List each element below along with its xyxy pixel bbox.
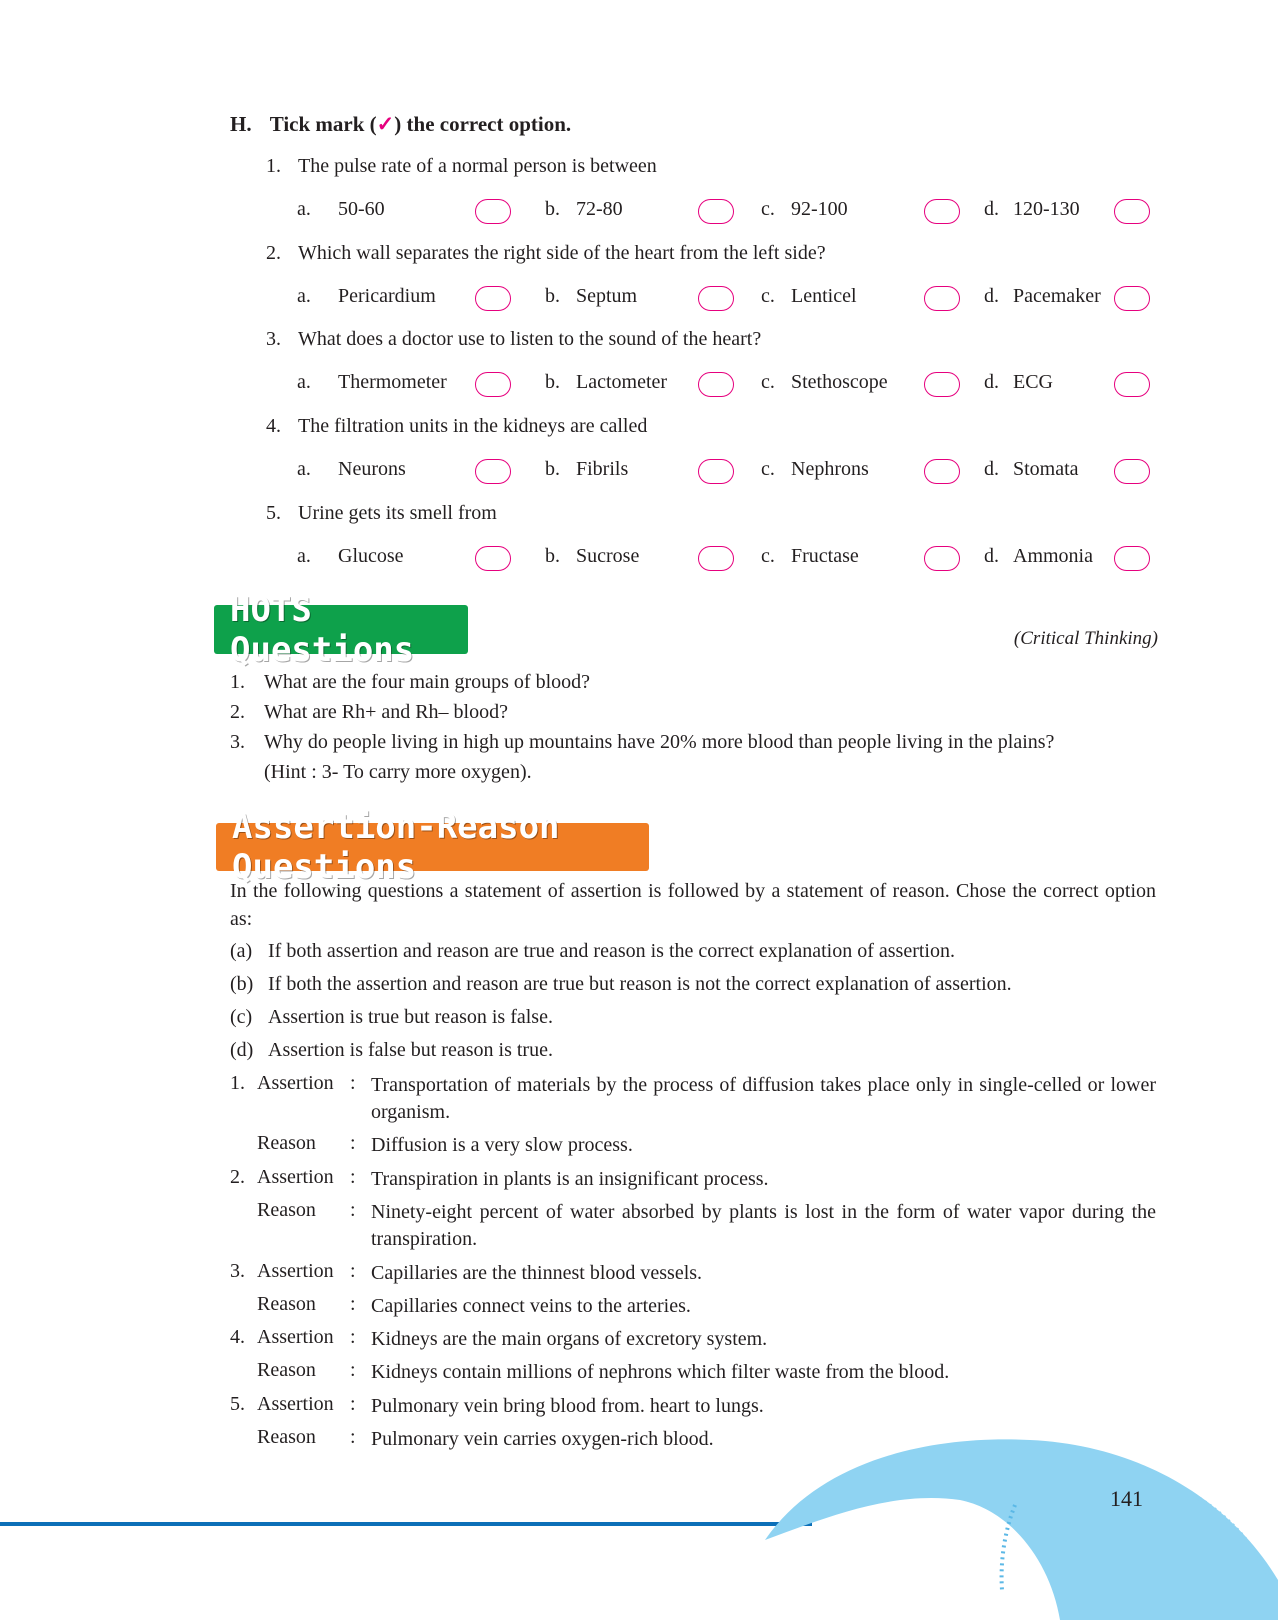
answer-checkbox[interactable] <box>698 546 734 571</box>
assertion-text: Kidneys are the main organs of excretory system. <box>371 1328 768 1350</box>
reason-text: Capillaries connect veins to the arteries. <box>371 1295 691 1317</box>
ar-item-number: 1. <box>230 1072 245 1094</box>
ar-option-label: (d) <box>230 1039 254 1061</box>
reason-label: Reason <box>257 1359 316 1381</box>
option-text: Pacemaker <box>1013 285 1101 307</box>
colon: : <box>350 1166 356 1188</box>
assertion-reason-title: Assertion-Reason Questions <box>232 807 560 887</box>
option-letter: b. <box>545 198 560 220</box>
page-number: 141 <box>1110 1486 1143 1511</box>
option-text: 120-130 <box>1013 198 1080 220</box>
answer-checkbox[interactable] <box>698 199 734 224</box>
option-text: Neurons <box>338 458 406 480</box>
option-text: Pericardium <box>338 285 436 307</box>
ar-option-label: (a) <box>230 940 253 962</box>
colon: : <box>350 1199 356 1221</box>
answer-checkbox[interactable] <box>924 372 960 397</box>
option-letter: b. <box>545 285 560 307</box>
option-letter: d. <box>984 458 999 480</box>
assertion-label: Assertion <box>257 1166 334 1188</box>
option-text: ECG <box>1013 371 1053 393</box>
question-number: 4. <box>266 415 281 437</box>
wave-shape <box>765 1439 1278 1620</box>
question-text: The pulse rate of a normal person is between <box>298 155 657 177</box>
option-letter: c. <box>761 198 775 220</box>
option-letter: b. <box>545 458 560 480</box>
ar-option-text: If both the assertion and reason are true but reason is not the correct explanation of assertion. <box>268 973 1012 995</box>
option-text: Sucrose <box>576 545 640 567</box>
option-text: 72-80 <box>576 198 623 220</box>
option-letter: d. <box>984 371 999 393</box>
section-h-title-prefix: Tick mark ( <box>269 112 377 136</box>
hots-item-number: 3. <box>230 731 245 753</box>
hots-item-text: What are the four main groups of blood? <box>264 671 591 693</box>
answer-checkbox[interactable] <box>1114 286 1150 311</box>
question-number: 2. <box>266 242 281 264</box>
colon: : <box>350 1072 356 1094</box>
option-text: Stethoscope <box>791 371 888 393</box>
hots-item-text: What are Rh+ and Rh– blood? <box>264 701 508 723</box>
option-text: Stomata <box>1013 458 1079 480</box>
colon: : <box>350 1393 356 1415</box>
option-text: Fibrils <box>576 458 629 480</box>
option-text: Lactometer <box>576 371 668 393</box>
ar-option-label: (b) <box>230 973 254 995</box>
answer-checkbox[interactable] <box>1114 199 1150 224</box>
answer-checkbox[interactable] <box>1114 546 1150 571</box>
answer-checkbox[interactable] <box>924 286 960 311</box>
reason-text: Diffusion is a very slow process. <box>371 1134 633 1156</box>
option-letter: b. <box>545 371 560 393</box>
answer-checkbox[interactable] <box>1114 372 1150 397</box>
answer-checkbox[interactable] <box>924 199 960 224</box>
option-text: Thermometer <box>338 371 447 393</box>
reason-label: Reason <box>257 1132 316 1154</box>
option-letter: a. <box>297 371 311 393</box>
option-letter: a. <box>297 198 311 220</box>
question-text: Which wall separates the right side of the heart from the left side? <box>298 242 826 264</box>
answer-checkbox[interactable] <box>698 372 734 397</box>
ar-option-text: Assertion is true but reason is false. <box>268 1006 553 1028</box>
option-text: Nephrons <box>791 458 869 480</box>
option-letter: a. <box>297 285 311 307</box>
option-text: Ammonia <box>1013 545 1093 567</box>
ar-item-number: 4. <box>230 1326 245 1348</box>
reason-text: Ninety-eight percent of water absorbed by plants is lost in the form of water vapor during the transpiration. <box>371 1201 1156 1250</box>
reason-label: Reason <box>257 1199 316 1221</box>
reason-label: Reason <box>257 1426 316 1448</box>
option-text: 92-100 <box>791 198 848 220</box>
option-letter: b. <box>545 545 560 567</box>
hots-banner <box>214 589 468 670</box>
colon: : <box>350 1326 356 1348</box>
colon: : <box>350 1293 356 1315</box>
answer-checkbox[interactable] <box>924 546 960 571</box>
answer-checkbox[interactable] <box>475 372 511 397</box>
section-h-title-suffix: ) the correct option. <box>394 112 572 136</box>
option-text: 50-60 <box>338 198 385 220</box>
hots-item-number: 1. <box>230 671 245 693</box>
hots-item-number: 2. <box>230 701 245 723</box>
option-text: Glucose <box>338 545 404 567</box>
option-letter: c. <box>761 285 775 307</box>
option-letter: a. <box>297 545 311 567</box>
assertion-text: Transportation of materials by the process of diffusion takes place only in single-celled or lower organism. <box>371 1074 1156 1123</box>
hots-item-text: Why do people living in high up mountains have 20% more blood than people living in the plains? <box>264 731 1055 753</box>
assertion-reason-intro: In the following questions a statement of assertion is followed by a statement of reason. Chose the correct option as: <box>230 880 1156 930</box>
option-letter: c. <box>761 371 775 393</box>
option-letter: c. <box>761 545 775 567</box>
colon: : <box>350 1260 356 1282</box>
option-letter: d. <box>984 198 999 220</box>
hots-title: HOTS Questions <box>230 589 415 670</box>
question-number: 3. <box>266 328 281 350</box>
question-text: Urine gets its smell from <box>298 502 497 524</box>
assertion-label: Assertion <box>257 1260 334 1282</box>
assertion-label: Assertion <box>257 1326 334 1348</box>
assertion-label: Assertion <box>257 1393 334 1415</box>
question-number: 1. <box>266 155 281 177</box>
hots-subtitle: (Critical Thinking) <box>1013 628 1158 649</box>
answer-checkbox[interactable] <box>475 286 511 311</box>
ar-item-number: 2. <box>230 1166 245 1188</box>
assertion-text: Capillaries are the thinnest blood vessels. <box>371 1262 703 1284</box>
answer-checkbox[interactable] <box>698 459 734 484</box>
section-h-heading <box>230 112 571 137</box>
hots-hint: (Hint : 3- To carry more oxygen). <box>264 761 532 783</box>
ar-option-label: (c) <box>230 1006 253 1028</box>
question-number: 5. <box>266 502 281 524</box>
option-letter: d. <box>984 545 999 567</box>
answer-checkbox[interactable] <box>698 286 734 311</box>
answer-checkbox[interactable] <box>475 459 511 484</box>
option-letter: d. <box>984 285 999 307</box>
assertion-label: Assertion <box>257 1072 334 1094</box>
option-letter: a. <box>297 458 311 480</box>
assertion-text: Pulmonary vein bring blood from. heart to lungs. <box>371 1395 764 1417</box>
footer-rule <box>0 1522 812 1526</box>
option-letter: c. <box>761 458 775 480</box>
option-text: Fructase <box>791 545 859 567</box>
ar-item-number: 3. <box>230 1260 245 1282</box>
question-text: What does a doctor use to listen to the sound of the heart? <box>298 328 762 350</box>
assertion-reason-banner <box>216 807 649 887</box>
reason-text: Kidneys contain millions of nephrons which filter waste from the blood. <box>371 1361 950 1383</box>
section-h-label: H. <box>230 112 252 136</box>
tick-mark-icon: ✓ <box>376 112 395 136</box>
reason-label: Reason <box>257 1293 316 1315</box>
option-text: Lenticel <box>791 285 857 307</box>
answer-checkbox[interactable] <box>475 546 511 571</box>
reason-text: Pulmonary vein carries oxygen-rich blood. <box>371 1428 714 1450</box>
wave-decoration <box>760 1430 1278 1620</box>
answer-checkbox[interactable] <box>924 459 960 484</box>
colon: : <box>350 1426 356 1448</box>
assertion-text: Transpiration in plants is an insignificant process. <box>371 1168 769 1190</box>
option-text: Septum <box>576 285 638 307</box>
ar-item-number: 5. <box>230 1393 245 1415</box>
ar-option-text: If both assertion and reason are true and reason is the correct explanation of assertion. <box>268 940 955 962</box>
colon: : <box>350 1132 356 1154</box>
question-text: The filtration units in the kidneys are called <box>298 415 648 437</box>
ar-option-text: Assertion is false but reason is true. <box>268 1039 553 1061</box>
answer-checkbox[interactable] <box>475 199 511 224</box>
answer-checkbox[interactable] <box>1114 459 1150 484</box>
colon: : <box>350 1359 356 1381</box>
